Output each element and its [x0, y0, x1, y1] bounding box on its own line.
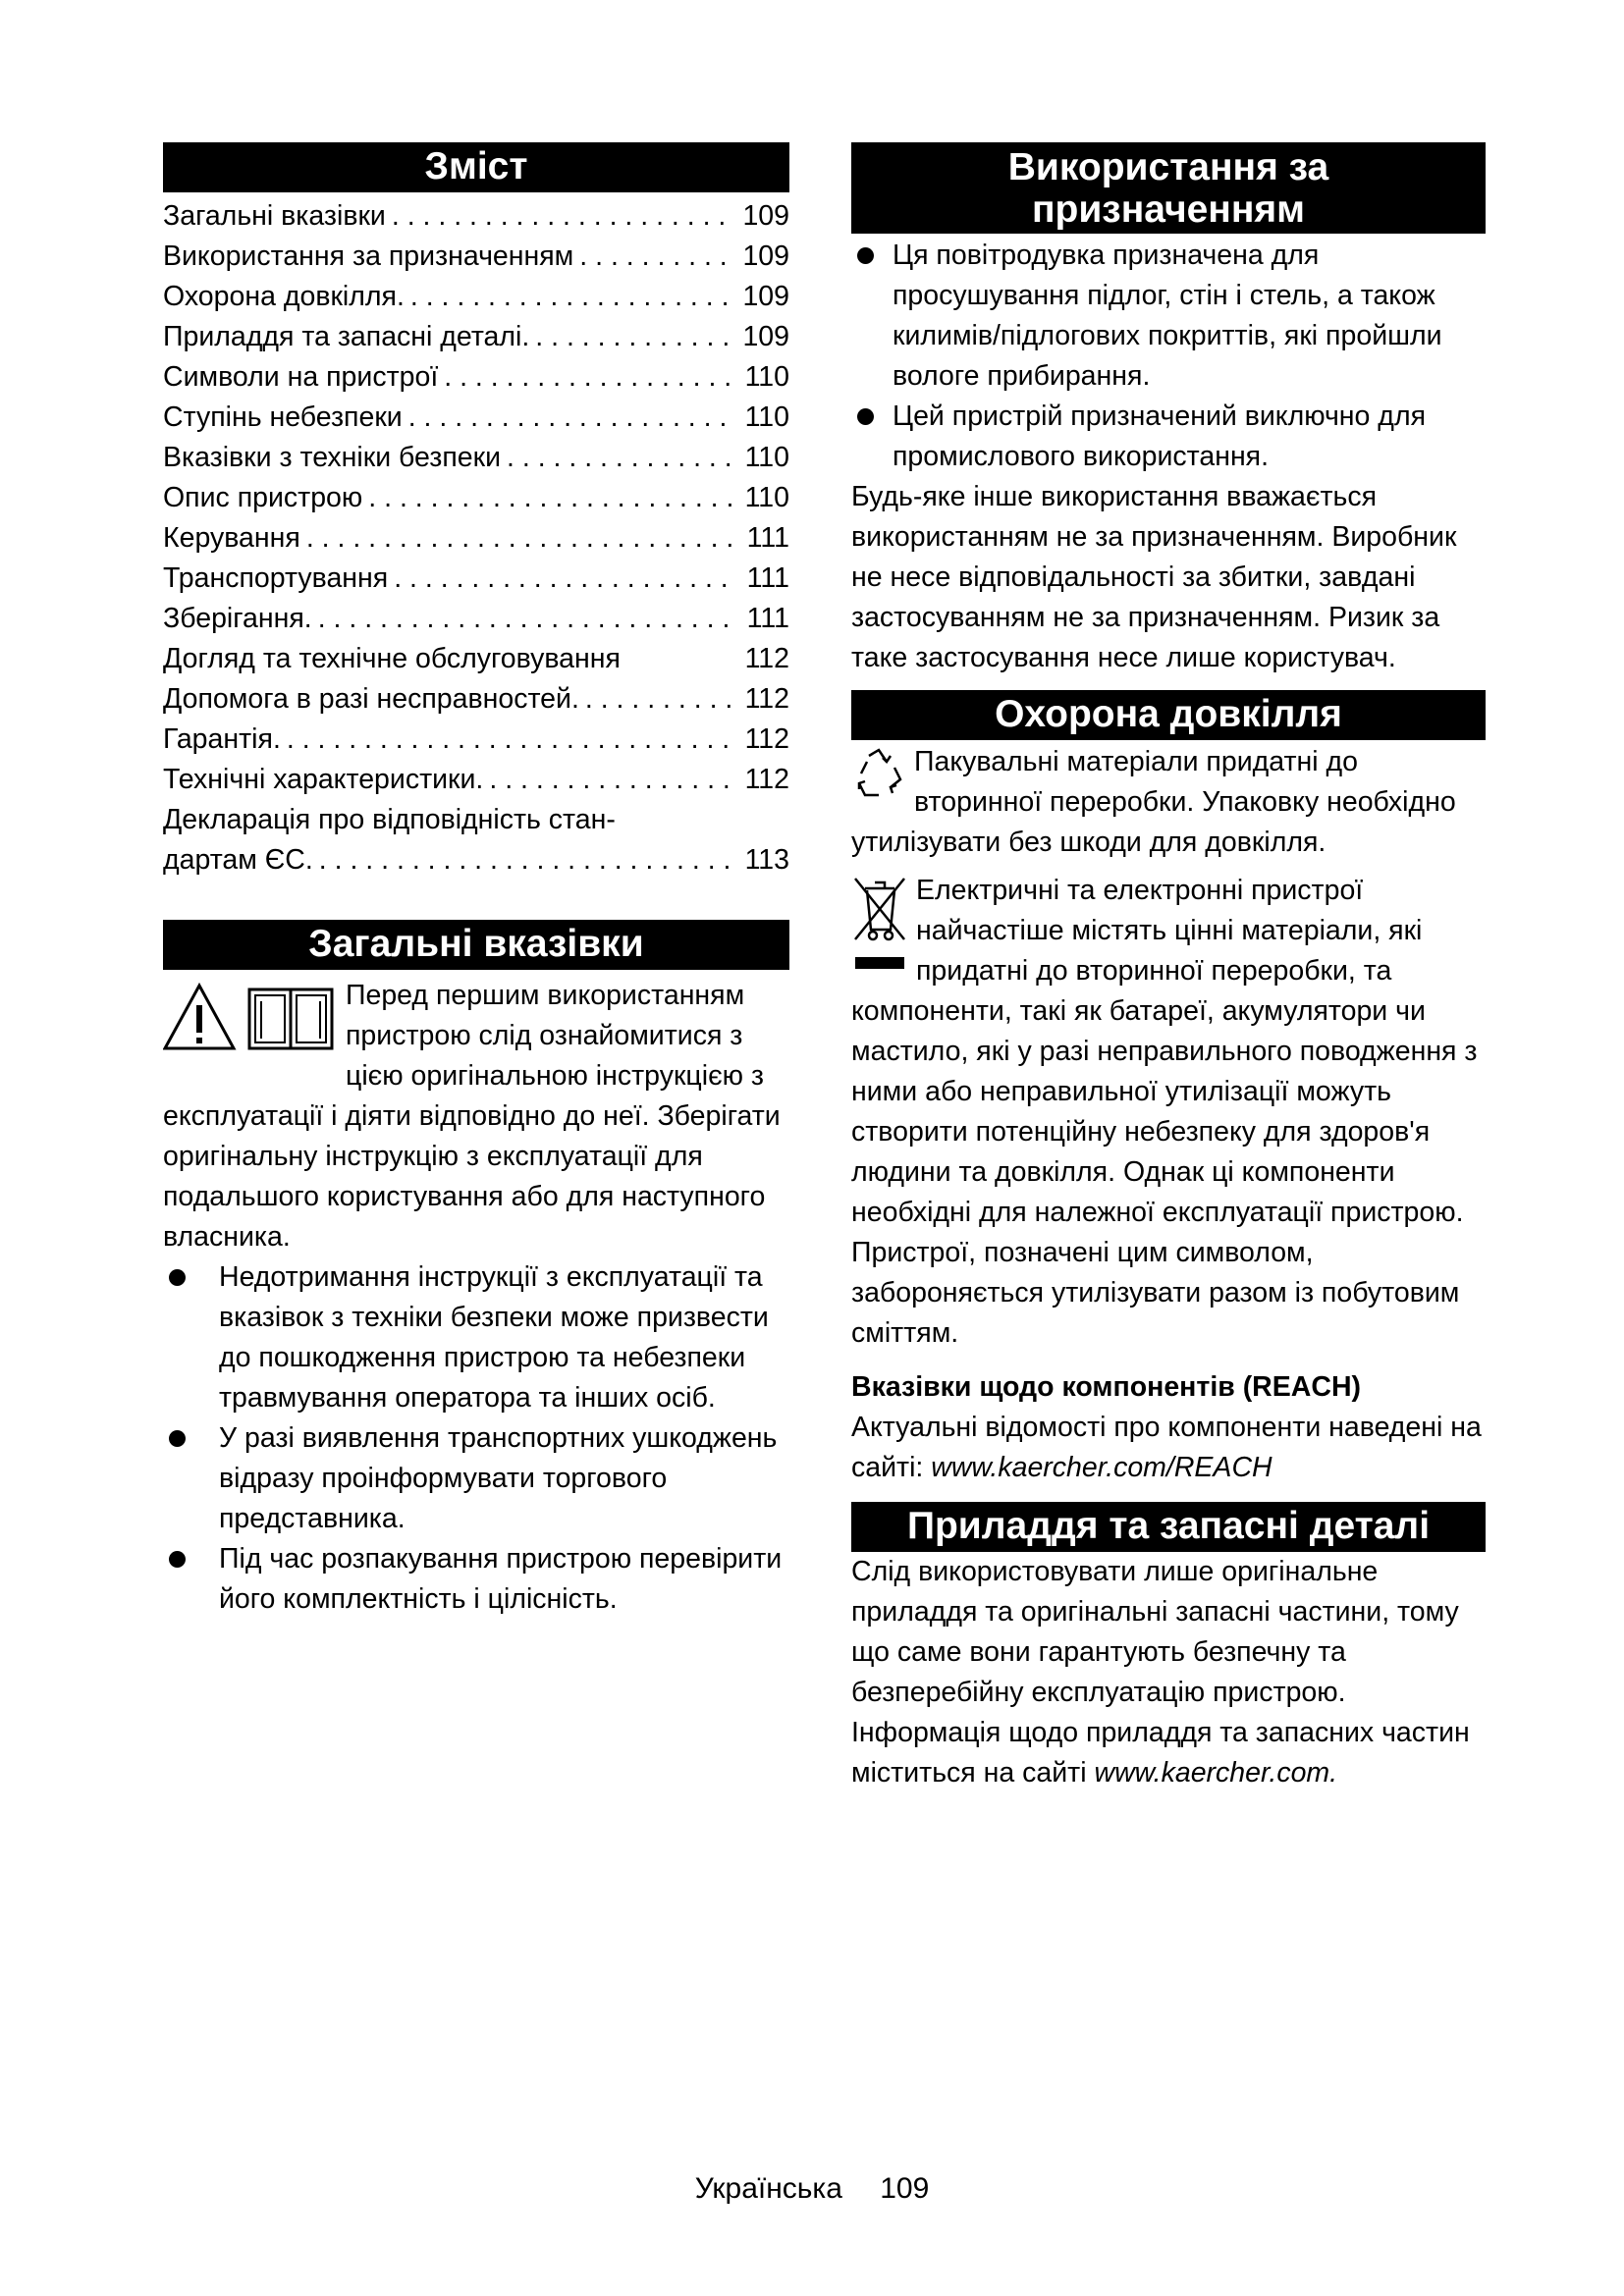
- intended-use-bullets: [851, 236, 1486, 477]
- list-item: Під час розпакування пристрою перевірити його комплектність і цілісність.: [163, 1539, 789, 1620]
- toc-entry[interactable]: Охорона довкілля. . . . 109: [163, 277, 789, 317]
- recycling-text: Пакувальні матеріали придатні до вторинної переробки. Упаковку необхідно утилізувати без шкоди для довкілля.: [851, 746, 1456, 858]
- left-column: [163, 142, 789, 1620]
- accessories-paragraph-2: Інформація щодо приладдя та запасних частин міститься на сайті www.kaercher.com.: [851, 1717, 1470, 1789]
- general-intro-text: Перед першим використанням пристрою слід ознайомитися з цією оригінальною інструкцією з експлуатації і діяти відповідно до неї. Зберігати оригінальну інструкцію з експлуатації для подальшого користування або для наступного власника.: [163, 980, 781, 1253]
- recycling-block: [851, 742, 1486, 863]
- toc-entry[interactable]: Допомога в разі несправностей. . . . 112: [163, 679, 789, 720]
- reach-text: Актуальні відомості про компоненти наведені на сайті: www.kaercher.com/REACH: [851, 1412, 1482, 1483]
- toc-entry[interactable]: Приладдя та запасні деталі. . . . 109: [163, 317, 789, 357]
- weee-block: [851, 871, 1486, 1354]
- toc-heading: Зміст: [163, 142, 789, 192]
- page-number: 109: [880, 2172, 930, 2205]
- intended-use-paragraph: Будь-яке інше використання вважається використанням не за призначенням. Виробник не несе відповідальності за збитки, завдані застосуванням не за призначенням. Ризик за таке застосування несе лише користувач.: [851, 481, 1457, 673]
- toc-entry[interactable]: Декларація про відповідність стан- дартам ЄС. . . . 113: [163, 800, 789, 881]
- accessories-heading: Приладдя та запасні деталі: [851, 1502, 1486, 1552]
- toc-entry[interactable]: Технічні характеристики. . . . 112: [163, 760, 789, 800]
- right-column: [851, 142, 1486, 1793]
- list-item: Цей пристрій призначений виключно для промислового використання.: [851, 397, 1486, 477]
- toc-entry[interactable]: Гарантія. . . . 112: [163, 720, 789, 760]
- toc-entry[interactable]: Транспортування . . . 111: [163, 559, 789, 599]
- list-item: У разі виявлення транспортних ушкоджень відразу проінформувати торгового представника.: [163, 1418, 789, 1539]
- environment-heading: Охорона довкілля: [851, 690, 1486, 740]
- page-footer: [0, 2169, 1624, 2209]
- warning-manual-icons: [163, 982, 336, 1059]
- toc-entry[interactable]: Опис пристрою . . . 110: [163, 478, 789, 518]
- table-of-contents: [163, 196, 789, 881]
- footer-language: Українська: [694, 2172, 842, 2205]
- toc-entry[interactable]: Зберігання. . . . 111: [163, 599, 789, 639]
- accessories-paragraph-1: Слід використовувати лише оригінальне приладдя та оригінальні запасні частини, тому що саме вони гарантують безпечну та безперебійну експлуатацію пристрою.: [851, 1556, 1459, 1708]
- weee-icon-wrap: [851, 875, 908, 978]
- toc-entry[interactable]: Загальні вказівки . . . 109: [163, 196, 789, 237]
- kaercher-link[interactable]: www.kaercher.com.: [1094, 1757, 1338, 1789]
- list-item: Ця повітродувка призначена для просушування підлог, стін і стель, а також килимів/підлогових покриттів, які пройшли вологе прибирання.: [851, 236, 1486, 397]
- toc-entry[interactable]: Вказівки з техніки безпеки . . . 110: [163, 438, 789, 478]
- toc-entry[interactable]: Догляд та технічне обслуговування 112: [163, 643, 789, 674]
- weee-text: Електричні та електронні пристрої найчастіше містять цінні матеріали, які придатні до вторинної переробки, та компоненти, такі як батареї, акумулятори чи мастило, які у разі неправильного поводження з ними або неправильної утилізації можуть створити потенційну небезпеку для здоров'я людини та довкілля. Однак ці компоненти необхідні для належної експлуатації пристрою. Пристрої, позначені цим символом, забороняється утилізувати разом із побутовим сміттям.: [851, 875, 1478, 1349]
- toc-entry[interactable]: Ступінь небезпеки . . . 110: [163, 398, 789, 438]
- reach-title: Вказівки щодо компонентів (REACH): [851, 1371, 1362, 1403]
- general-intro: [163, 976, 789, 1257]
- crossed-bin-icon: [851, 875, 908, 973]
- reach-link[interactable]: www.kaercher.com/REACH: [931, 1452, 1272, 1483]
- toc-entry[interactable]: Символи на пристрої . . . 110: [163, 357, 789, 398]
- toc-entry[interactable]: Керування . . . 111: [163, 518, 789, 559]
- toc-entry[interactable]: Використання за призначенням . . . 109: [163, 237, 789, 277]
- list-item: Недотримання інструкції з експлуатації та вказівок з техніки безпеки може призвести до пошкодження пристрою та небезпеки травмування оператора та інших осіб.: [163, 1257, 789, 1418]
- intended-use-heading: Використання за призначенням: [851, 142, 1486, 234]
- recycling-icon-wrap: [851, 746, 906, 810]
- general-bullets: [163, 1257, 789, 1620]
- warning-triangle-and-manual-icon: [163, 982, 336, 1054]
- general-heading: Загальні вказівки: [163, 920, 789, 970]
- recycling-icon: [851, 746, 906, 805]
